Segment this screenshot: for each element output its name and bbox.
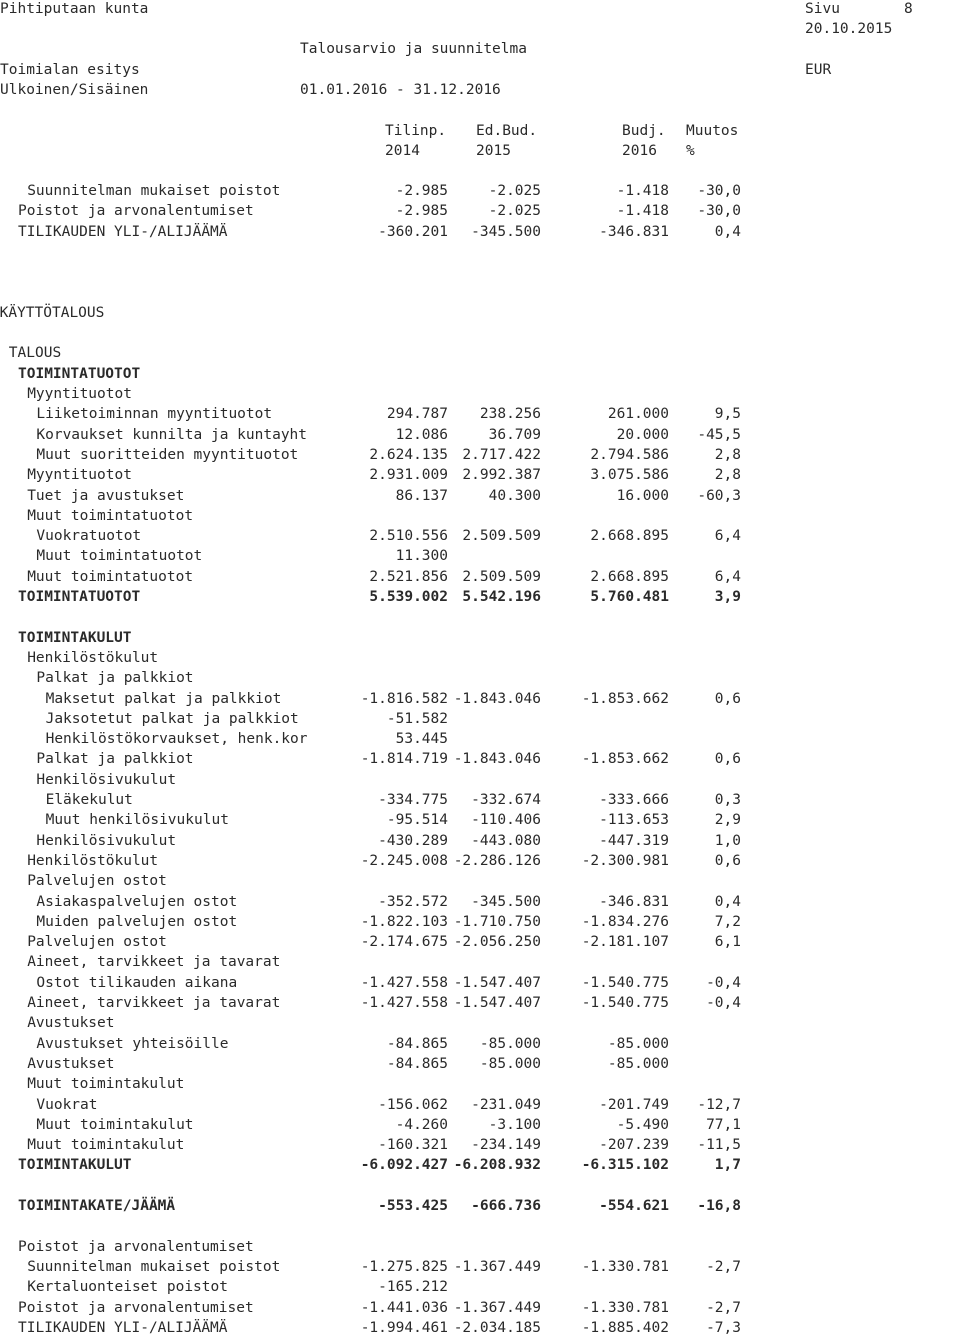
- cell-muutos-pct: 7,2: [714, 913, 741, 930]
- row-label: Muut toimintatuotot: [36, 548, 203, 565]
- cell-edbud-2015: -1.843.046: [453, 690, 541, 707]
- cell-edbud-2015: -345.500: [471, 223, 541, 240]
- cell-budj-2016: -554.621: [599, 1198, 669, 1214]
- cell-muutos-pct: -2,7: [706, 1258, 741, 1275]
- row-label: TALOUS: [8, 345, 62, 362]
- row-label: TILIKAUDEN YLI-/ALIJÄÄMÄ: [18, 1319, 228, 1336]
- cell-muutos-pct: -11,5: [697, 1137, 741, 1154]
- report-title: Talousarvio ja suunnitelma: [300, 41, 527, 57]
- cell-muutos-pct: 0,6: [714, 852, 741, 869]
- col-header-2015: 2015: [476, 143, 511, 159]
- cell-edbud-2015: -2.025: [488, 183, 541, 199]
- cell-tilinp-2014: 86.137: [395, 487, 448, 504]
- cell-muutos-pct: -0,4: [706, 974, 741, 991]
- cell-tilinp-2014: -2.245.008: [360, 852, 448, 869]
- cell-muutos-pct: -60,3: [697, 487, 741, 504]
- cell-muutos-pct: 0,4: [714, 223, 741, 240]
- cell-edbud-2015: 36.709: [488, 426, 541, 443]
- cell-budj-2016: 20.000: [616, 426, 669, 443]
- row-label: Muut toimintakulut: [27, 1076, 185, 1093]
- col-header-tilinp: Tilinp.: [385, 123, 447, 139]
- cell-muutos-pct: -7,3: [706, 1319, 741, 1336]
- cell-muutos-pct: -16,8: [697, 1198, 741, 1214]
- cell-edbud-2015: -332.674: [471, 792, 541, 808]
- row-label: Avustukset yhteisöille: [36, 1035, 229, 1052]
- cell-muutos-pct: 6,4: [714, 528, 741, 545]
- row-label: Henkilösivukulut: [36, 771, 177, 788]
- cell-tilinp-2014: -2.985: [395, 183, 448, 199]
- cell-edbud-2015: -666.736: [471, 1198, 541, 1214]
- cell-budj-2016: 2.794.586: [590, 446, 669, 463]
- cell-tilinp-2014: 2.931.009: [369, 467, 448, 484]
- cell-muutos-pct: -45,5: [697, 426, 741, 443]
- cell-tilinp-2014: -1.822.103: [360, 913, 448, 930]
- cell-tilinp-2014: -84.865: [386, 1055, 448, 1072]
- cell-tilinp-2014: -1.275.825: [360, 1258, 448, 1275]
- cell-budj-2016: -113.653: [599, 812, 669, 829]
- cell-edbud-2015: -85.000: [479, 1055, 541, 1072]
- cell-tilinp-2014: -352.572: [378, 893, 448, 910]
- cell-tilinp-2014: -1.441.036: [360, 1299, 448, 1316]
- cell-muutos-pct: -0,4: [706, 995, 741, 1011]
- cell-muutos-pct: 3,9: [714, 589, 741, 605]
- row-label: Poistot ja arvonalentumiset: [18, 1299, 254, 1316]
- cell-edbud-2015: 40.300: [488, 487, 541, 504]
- cell-budj-2016: -5.490: [616, 1116, 669, 1133]
- cell-budj-2016: -2.300.981: [581, 852, 669, 869]
- cell-tilinp-2014: 12.086: [395, 426, 448, 443]
- row-label: Palkat ja palkkiot: [36, 670, 194, 687]
- col-header-2016: 2016: [622, 143, 657, 159]
- col-header-muutos: Muutos: [686, 123, 739, 139]
- cell-muutos-pct: 6,4: [714, 568, 741, 585]
- cell-edbud-2015: -234.149: [471, 1137, 541, 1154]
- cell-edbud-2015: -1.843.046: [453, 751, 541, 768]
- cell-budj-2016: 3.075.586: [590, 467, 669, 484]
- cell-edbud-2015: -85.000: [479, 1035, 541, 1052]
- org-name: Pihtiputaan kunta: [0, 1, 149, 17]
- row-label: Liiketoiminnan myyntituotot: [36, 406, 273, 423]
- cell-tilinp-2014: -95.514: [386, 812, 448, 829]
- cell-muutos-pct: 2,8: [714, 467, 741, 484]
- row-label: Vuokrat: [36, 1096, 98, 1113]
- row-label: Avustukset: [27, 1055, 115, 1072]
- row-label: TOIMINTAKULUT: [18, 1157, 132, 1174]
- cell-edbud-2015: -2.286.126: [453, 852, 541, 869]
- report-date: 20.10.2015: [805, 21, 893, 37]
- cell-tilinp-2014: -553.425: [378, 1198, 448, 1214]
- cell-tilinp-2014: -430.289: [378, 832, 448, 849]
- cell-tilinp-2014: -1.994.461: [360, 1319, 448, 1336]
- cell-budj-2016: -1.540.775: [581, 995, 669, 1011]
- cell-budj-2016: -333.666: [599, 792, 669, 808]
- cell-budj-2016: -1.418: [616, 183, 669, 199]
- cell-muutos-pct: 6,1: [714, 934, 741, 951]
- row-label: Henkilöstökorvaukset, henk.kor: [45, 731, 308, 748]
- row-label: Eläkekulut: [45, 792, 133, 808]
- row-label: Henkilöstökulut: [27, 649, 159, 666]
- cell-budj-2016: -207.239: [599, 1137, 669, 1154]
- cell-tilinp-2014: -2.985: [395, 203, 448, 220]
- cell-tilinp-2014: -84.865: [386, 1035, 448, 1052]
- period-label: 01.01.2016 - 31.12.2016: [300, 82, 501, 98]
- cell-tilinp-2014: -1.427.558: [360, 995, 448, 1011]
- row-label: Korvaukset kunnilta ja kuntayht: [36, 426, 308, 443]
- row-label: Henkilösivukulut: [36, 832, 177, 849]
- cell-budj-2016: -447.319: [599, 832, 669, 849]
- row-label: Avustukset: [27, 1015, 115, 1032]
- cell-edbud-2015: 2.509.509: [462, 528, 541, 545]
- cell-muutos-pct: -12,7: [697, 1096, 741, 1113]
- currency-label: EUR: [805, 62, 832, 78]
- cell-tilinp-2014: -6.092.427: [360, 1157, 448, 1174]
- cell-edbud-2015: -1.367.449: [453, 1258, 541, 1275]
- cell-tilinp-2014: -1.816.582: [360, 690, 448, 707]
- view-label: Toimialan esitys: [0, 62, 140, 78]
- cell-edbud-2015: -6.208.932: [453, 1157, 541, 1174]
- cell-tilinp-2014: -360.201: [378, 223, 448, 240]
- row-label: Muut henkilösivukulut: [45, 812, 229, 829]
- cell-tilinp-2014: 5.539.002: [369, 589, 448, 605]
- cell-tilinp-2014: -1.814.719: [360, 751, 448, 768]
- col-header-2014: 2014: [385, 143, 420, 159]
- cell-tilinp-2014: 11.300: [395, 548, 448, 565]
- cell-muutos-pct: 0,6: [714, 751, 741, 768]
- cell-tilinp-2014: 2.521.856: [369, 568, 448, 585]
- cell-edbud-2015: -2.025: [488, 203, 541, 220]
- cell-tilinp-2014: -156.062: [378, 1096, 448, 1113]
- cell-budj-2016: -1.853.662: [581, 690, 669, 707]
- cell-tilinp-2014: -2.174.675: [360, 934, 448, 951]
- cell-edbud-2015: -2.056.250: [453, 934, 541, 951]
- col-header-edbud: Ed.Bud.: [476, 123, 538, 139]
- row-label: Jaksotetut palkat ja palkkiot: [45, 710, 299, 727]
- cell-muutos-pct: 1,7: [714, 1157, 741, 1174]
- cell-budj-2016: -1.330.781: [581, 1299, 669, 1316]
- cell-muutos-pct: -30,0: [697, 203, 741, 220]
- row-label: Muut toimintakulut: [27, 1137, 185, 1154]
- cell-edbud-2015: -443.080: [471, 832, 541, 849]
- cell-muutos-pct: 0,4: [714, 893, 741, 910]
- row-label: Muut suoritteiden myyntituotot: [36, 446, 299, 463]
- cell-edbud-2015: 2.717.422: [462, 446, 541, 463]
- row-label: TOIMINTATUOTOT: [18, 365, 141, 382]
- row-label: TILIKAUDEN YLI-/ALIJÄÄMÄ: [18, 223, 228, 240]
- cell-tilinp-2014: 2.510.556: [369, 528, 448, 545]
- page-label: Sivu: [805, 1, 840, 17]
- row-label: Muut toimintatuotot: [27, 507, 194, 524]
- cell-edbud-2015: -110.406: [471, 812, 541, 829]
- cell-edbud-2015: 5.542.196: [462, 589, 541, 605]
- row-label: TOIMINTAKATE/JÄÄMÄ: [18, 1198, 176, 1214]
- row-label: Poistot ja arvonalentumiset: [18, 1238, 254, 1255]
- row-label: Palvelujen ostot: [27, 873, 167, 890]
- cell-budj-2016: -85.000: [607, 1035, 669, 1052]
- cell-budj-2016: -1.834.276: [581, 913, 669, 930]
- cell-budj-2016: 5.760.481: [590, 589, 669, 605]
- cell-budj-2016: 261.000: [607, 406, 669, 423]
- cell-budj-2016: -1.330.781: [581, 1258, 669, 1275]
- cell-tilinp-2014: -160.321: [378, 1137, 448, 1154]
- row-label: Ostot tilikauden aikana: [36, 974, 238, 991]
- cell-budj-2016: -201.749: [599, 1096, 669, 1113]
- row-label: Maksetut palkat ja palkkiot: [45, 690, 282, 707]
- row-label: Suunnitelman mukaiset poistot: [27, 183, 281, 199]
- cell-budj-2016: -346.831: [599, 893, 669, 910]
- row-label: Muiden palvelujen ostot: [36, 913, 238, 930]
- col-header-budj: Budj.: [622, 123, 666, 139]
- col-header-percent: %: [686, 143, 695, 159]
- cell-tilinp-2014: -165.212: [378, 1279, 448, 1296]
- cell-edbud-2015: -1.710.750: [453, 913, 541, 930]
- cell-muutos-pct: 2,8: [714, 446, 741, 463]
- row-label: Palvelujen ostot: [27, 934, 167, 951]
- row-label: Kertaluonteiset poistot: [27, 1279, 228, 1296]
- row-label: Henkilöstökulut: [27, 852, 159, 869]
- row-label: Suunnitelman mukaiset poistot: [27, 1258, 281, 1275]
- cell-budj-2016: -85.000: [607, 1055, 669, 1072]
- cell-tilinp-2014: 53.445: [395, 731, 448, 748]
- cell-budj-2016: -1.418: [616, 203, 669, 220]
- cell-edbud-2015: 2.992.387: [462, 467, 541, 484]
- row-label: Muut toimintakulut: [36, 1116, 194, 1133]
- row-label: Muut toimintatuotot: [27, 568, 194, 585]
- cell-edbud-2015: -1.547.407: [453, 995, 541, 1011]
- cell-edbud-2015: -2.034.185: [453, 1319, 541, 1336]
- cell-tilinp-2014: 294.787: [386, 406, 448, 423]
- cell-edbud-2015: -3.100: [488, 1116, 541, 1133]
- cell-muutos-pct: 0,6: [714, 690, 741, 707]
- cell-budj-2016: -1.540.775: [581, 974, 669, 991]
- cell-edbud-2015: 2.509.509: [462, 568, 541, 585]
- cell-budj-2016: -1.853.662: [581, 751, 669, 768]
- row-label: Aineet, tarvikkeet ja tavarat: [27, 954, 281, 971]
- cell-edbud-2015: -1.367.449: [453, 1299, 541, 1316]
- row-label: Vuokratuotot: [36, 528, 142, 545]
- row-label: Myyntituotot: [27, 386, 132, 402]
- cell-edbud-2015: -345.500: [471, 893, 541, 910]
- row-label: Myyntituotot: [27, 467, 132, 484]
- cell-budj-2016: 2.668.895: [590, 528, 669, 545]
- cell-tilinp-2014: -51.582: [386, 710, 448, 727]
- cell-muutos-pct: 9,5: [714, 406, 741, 423]
- row-label: Poistot ja arvonalentumiset: [18, 203, 254, 220]
- cell-muutos-pct: 1,0: [714, 832, 741, 849]
- cell-budj-2016: 2.668.895: [590, 568, 669, 585]
- cell-budj-2016: 16.000: [616, 487, 669, 504]
- row-label: Tuet ja avustukset: [27, 487, 185, 504]
- row-label: Palkat ja palkkiot: [36, 751, 194, 768]
- cell-tilinp-2014: -334.775: [378, 792, 448, 808]
- scope-label: Ulkoinen/Sisäinen: [0, 82, 149, 98]
- cell-tilinp-2014: 2.624.135: [369, 446, 448, 463]
- cell-muutos-pct: 77,1: [706, 1116, 741, 1133]
- cell-edbud-2015: 238.256: [479, 406, 541, 423]
- cell-tilinp-2014: -4.260: [395, 1116, 448, 1133]
- cell-muutos-pct: 0,3: [714, 792, 741, 808]
- row-label: Asiakaspalvelujen ostot: [36, 893, 238, 910]
- cell-edbud-2015: -231.049: [471, 1096, 541, 1113]
- row-label: TOIMINTAKULUT: [18, 629, 132, 646]
- page-number: 8: [904, 1, 913, 17]
- cell-muutos-pct: -2,7: [706, 1299, 741, 1316]
- cell-muutos-pct: 2,9: [714, 812, 741, 829]
- cell-budj-2016: -1.885.402: [581, 1319, 669, 1336]
- cell-muutos-pct: -30,0: [697, 183, 741, 199]
- row-label: KÄYTTÖTALOUS: [0, 304, 105, 321]
- cell-edbud-2015: -1.547.407: [453, 974, 541, 991]
- cell-tilinp-2014: -1.427.558: [360, 974, 448, 991]
- row-label: TOIMINTATUOTOT: [18, 589, 141, 605]
- row-label: Aineet, tarvikkeet ja tavarat: [27, 995, 281, 1011]
- cell-budj-2016: -2.181.107: [581, 934, 669, 951]
- cell-budj-2016: -6.315.102: [581, 1157, 669, 1174]
- cell-budj-2016: -346.831: [599, 223, 669, 240]
